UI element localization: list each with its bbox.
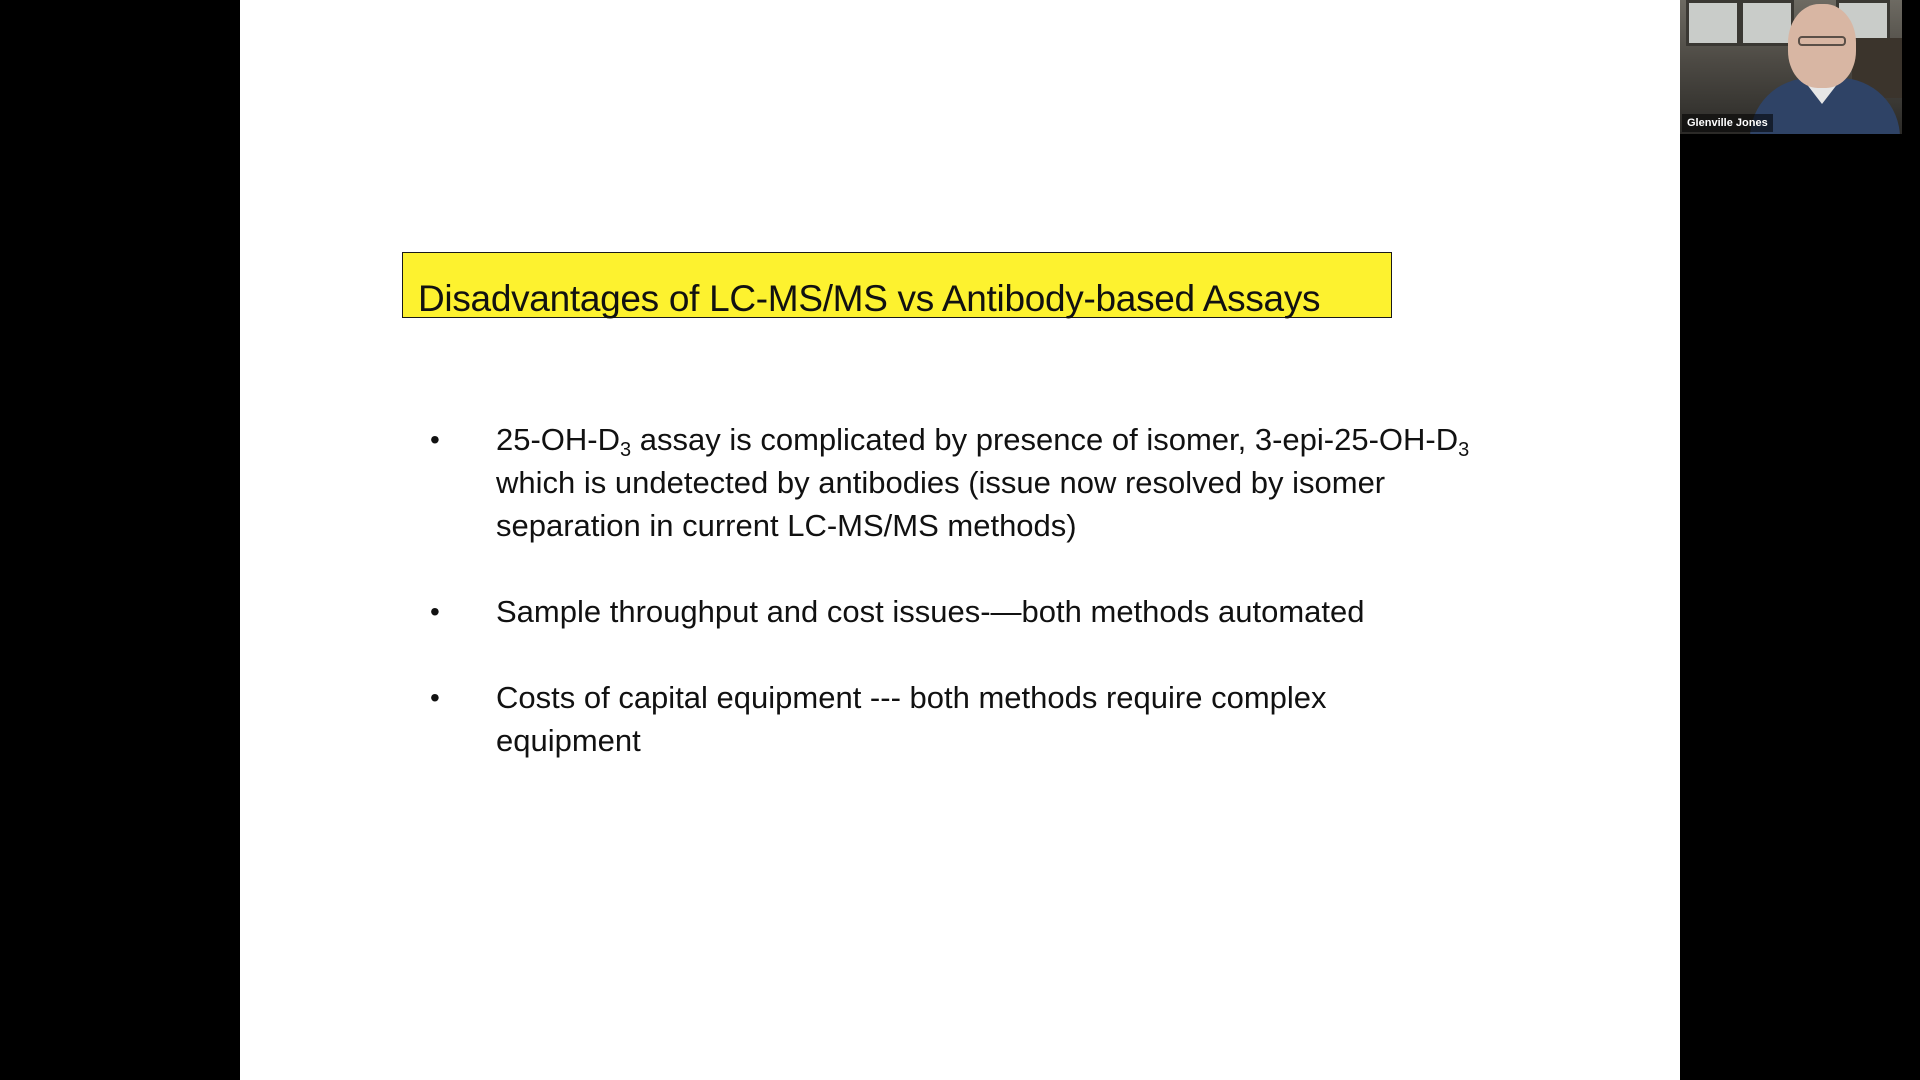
subscript: 3: [620, 439, 632, 461]
bullet-line: which is undetected by antibodies (issue now resolved by isomer: [496, 465, 1386, 500]
bullet-item: [430, 418, 1530, 547]
bullet-item: [430, 676, 1530, 762]
participant-name-label: Glenville Jones: [1682, 114, 1773, 132]
bullet-line: equipment: [496, 723, 641, 758]
subscript: 3: [1458, 439, 1470, 461]
bullet-line: [496, 418, 1530, 461]
bullet-list: [430, 418, 1530, 805]
background-window: [1686, 0, 1740, 46]
bullet-marker: •: [430, 682, 440, 713]
bullet-text: assay is complicated by presence of isomer, 3-epi-25-OH-D: [631, 422, 1459, 457]
bullet-marker: •: [430, 596, 440, 627]
bullet-text: 25-OH-D: [496, 422, 621, 457]
bullet-line: Costs of capital equipment --- both methods require complex: [496, 680, 1327, 715]
slide-title: Disadvantages of LC-MS/MS vs Antibody-based Assays: [418, 278, 1321, 319]
participant-head: [1788, 4, 1856, 88]
bullet-item: [430, 590, 1530, 633]
participant-video-tile[interactable]: [1680, 0, 1902, 134]
slide-title-box: [402, 252, 1392, 318]
background-window: [1740, 0, 1794, 46]
shared-slide: [240, 0, 1680, 1080]
bullet-line: Sample throughput and cost issues-—both methods automated: [496, 594, 1365, 629]
bullet-line: separation in current LC-MS/MS methods): [496, 508, 1077, 543]
bullet-marker: •: [430, 424, 440, 455]
participant-glasses: [1798, 36, 1846, 46]
